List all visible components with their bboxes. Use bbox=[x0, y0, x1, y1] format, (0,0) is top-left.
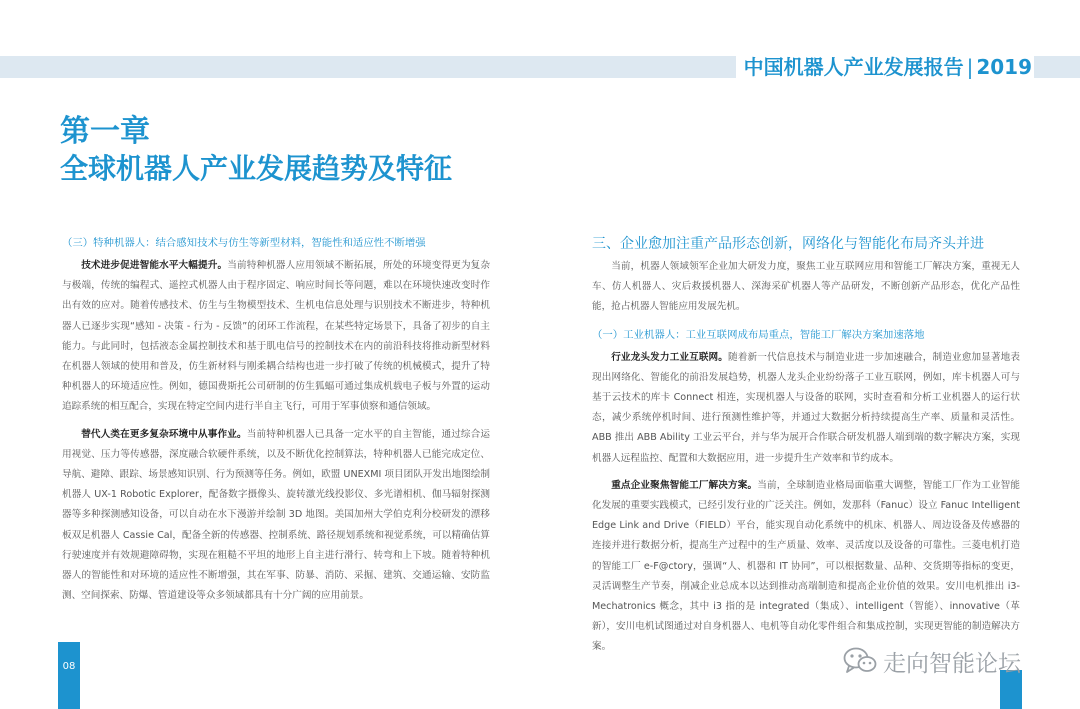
left-subheading: （三）特种机器人：结合感知技术与仿生等新型材料，智能性和适应性不断增强 bbox=[62, 237, 426, 249]
section-heading: 三、企业愈加注重产品形态创新，网络化与智能化布局齐头并进 bbox=[592, 236, 984, 252]
watermark bbox=[843, 643, 1021, 679]
paragraph bbox=[62, 425, 490, 607]
paragraph-lead: 技术进步促进智能水平大幅提升。 bbox=[81, 260, 228, 271]
report-header bbox=[736, 56, 1034, 78]
paragraph-text: 当前特种机器人应用领域不断拓展，所处的环境变得更为复杂与极端，传统的编程式、遥控式机器人由于程序固定、响应时间长等问题，难以在环境快速改变时作出有效的应对。随着传感技术、仿生与生物模型技术、生机电信息处理与识别技术不断进步，特种机器人已逐步实现“感知 - 决策 - 行为 - 反馈”的闭环工作流程，在某些特定场景下，具备了初步的自主能力。与此同时，包括液态金属控制技术和基于肌电信号的控制技术在内的前沿科技将推动新型材料在机器人领域的使用和普及，仿生新材料与刚柔耦合结构也进一步打破了传统的机械模式，提升了特种机器人的环境适应性。例如，德国费斯托公司研制的仿生狐蝠可通过集成机载电子板与外置的运动追踪系统的相互配合，实现在特定空间内进行半自主飞行，可用于军事侦察和通信领域。 bbox=[62, 260, 491, 413]
intro-paragraph: 当前，机器人领域领军企业加大研发力度，聚焦工业互联网应用和智能工厂解决方案，重视无人车、仿人机器人、灾后救援机器人、深海采矿机器人等产品研发，不断创新产品形态，优化产品性能，抢占机器人智能应用发展先机。 bbox=[592, 261, 1020, 313]
report-year: 2019 bbox=[976, 55, 1032, 79]
chapter-number: 第一章 bbox=[60, 114, 150, 149]
paragraph bbox=[62, 256, 490, 418]
left-column bbox=[62, 233, 490, 613]
paragraph-lead: 替代人类在更多复杂环境中从事作业。 bbox=[81, 428, 247, 440]
report-title: 中国机器人产业发展报告 bbox=[743, 55, 964, 79]
paragraph-lead: 行业龙头发力工业互联网。 bbox=[611, 351, 729, 363]
paragraph-text: 当前特种机器人已具备一定水平的自主智能，通过综合运用视觉、压力等传感器，深度融合软硬件系统，以及不断优化控制算法，特种机器人已能完成定位、导航、避障、跟踪、场景感知识别、行为预测等任务。例如，欧盟 UNEXMI 项目团队开发出地图绘制机器人 UX-1 Robotic Explorer，配备数字摄像头、旋转激光线投影仪、多光谱相机、伽马辐射探测器等多种探测感知设备，可以自动在水下漫游并绘制 3D 地图。美国加州大学伯克利分校研发的漂移板双足机器人 Cassie Cal，配备全新的传感器、控制系统、路径规划系统和视觉系统，可以精确估算行驶速度并有效规避障碍物，实现在粗糙不平坦的地形上自主进行滑行、转弯和上下坡。随着特种机器人的智能性和对环境的适应性不断增强，其在军事、防暴、消防、采掘、建筑、交通运输、安防监测、空间探索、防爆、管道建设等众多领域都具有十分广阔的应用前景。 bbox=[62, 428, 491, 602]
wechat-icon bbox=[843, 647, 877, 675]
paragraph bbox=[592, 476, 1020, 658]
watermark-text: 走向智能论坛 bbox=[883, 650, 1021, 677]
chapter-title: 全球机器人产业发展趋势及特征 bbox=[60, 152, 453, 185]
page-number: 08 bbox=[62, 661, 76, 672]
paragraph bbox=[592, 348, 1020, 469]
paragraph-text: 当前，全球制造业格局面临重大调整，智能工厂作为工业智能化发展的重要实践模式，已经引发行业的广泛关注。例如，发那科（Fanuc）设立 Fanuc Intelligent Edge Link and Drive（FIELD）平台，能实现自动化系统中的机床、机器人、周边设备及传感器的连接并进行数据分析，提高生产过程中的生产质量、效率、灵活度以及设备的可靠性。三菱电机打造的智能工厂 e-F@ctory，强调“人、机器和 IT 协同”，可以根据数量、品种、交货期等指标的变更，灵活调整生产节奏，削减企业总成本以达到推动高端制造和提高企业价值的效果。安川电机推出 i3-Mechatronics 概念，其中 i3 指的是 integrated（集成）、intelligent（智能）、innovative（革新），安川电机试图通过对自身机器人、电机等自动化零件组合和集成控制，实现更智能的制造解决方案。 bbox=[592, 479, 1021, 653]
paragraph-lead: 重点企业聚焦智能工厂解决方案。 bbox=[611, 479, 758, 491]
paragraph-text: 随着新一代信息技术与制造业进一步加速融合，制造业愈加显著地表现出网络化、智能化的前沿发展趋势，机器人龙头企业纷纷落子工业互联网，例如，库卡机器人可与基于云技术的库卡 Connect 相连，实现机器人与设备的联网，实时查看和分析工业机器人的运行状态，减少系统停机时间、进行预测性维护等，并通过大数据分析持续提高生产率、质量和灵活性。ABB 推出 ABB Ability 工业云平台，并与华为展开合作联合研发机器人端到端的数字解决方案，实现机器人远程监控、配置和大数据应用，进一步提升生产效率和节约成本。 bbox=[592, 351, 1021, 464]
header-separator: | bbox=[966, 55, 974, 79]
right-subheading: （一）工业机器人：工业互联网成布局重点，智能工厂解决方案加速落地 bbox=[592, 328, 925, 341]
page-tab-left bbox=[58, 642, 80, 709]
right-column bbox=[592, 232, 1020, 665]
